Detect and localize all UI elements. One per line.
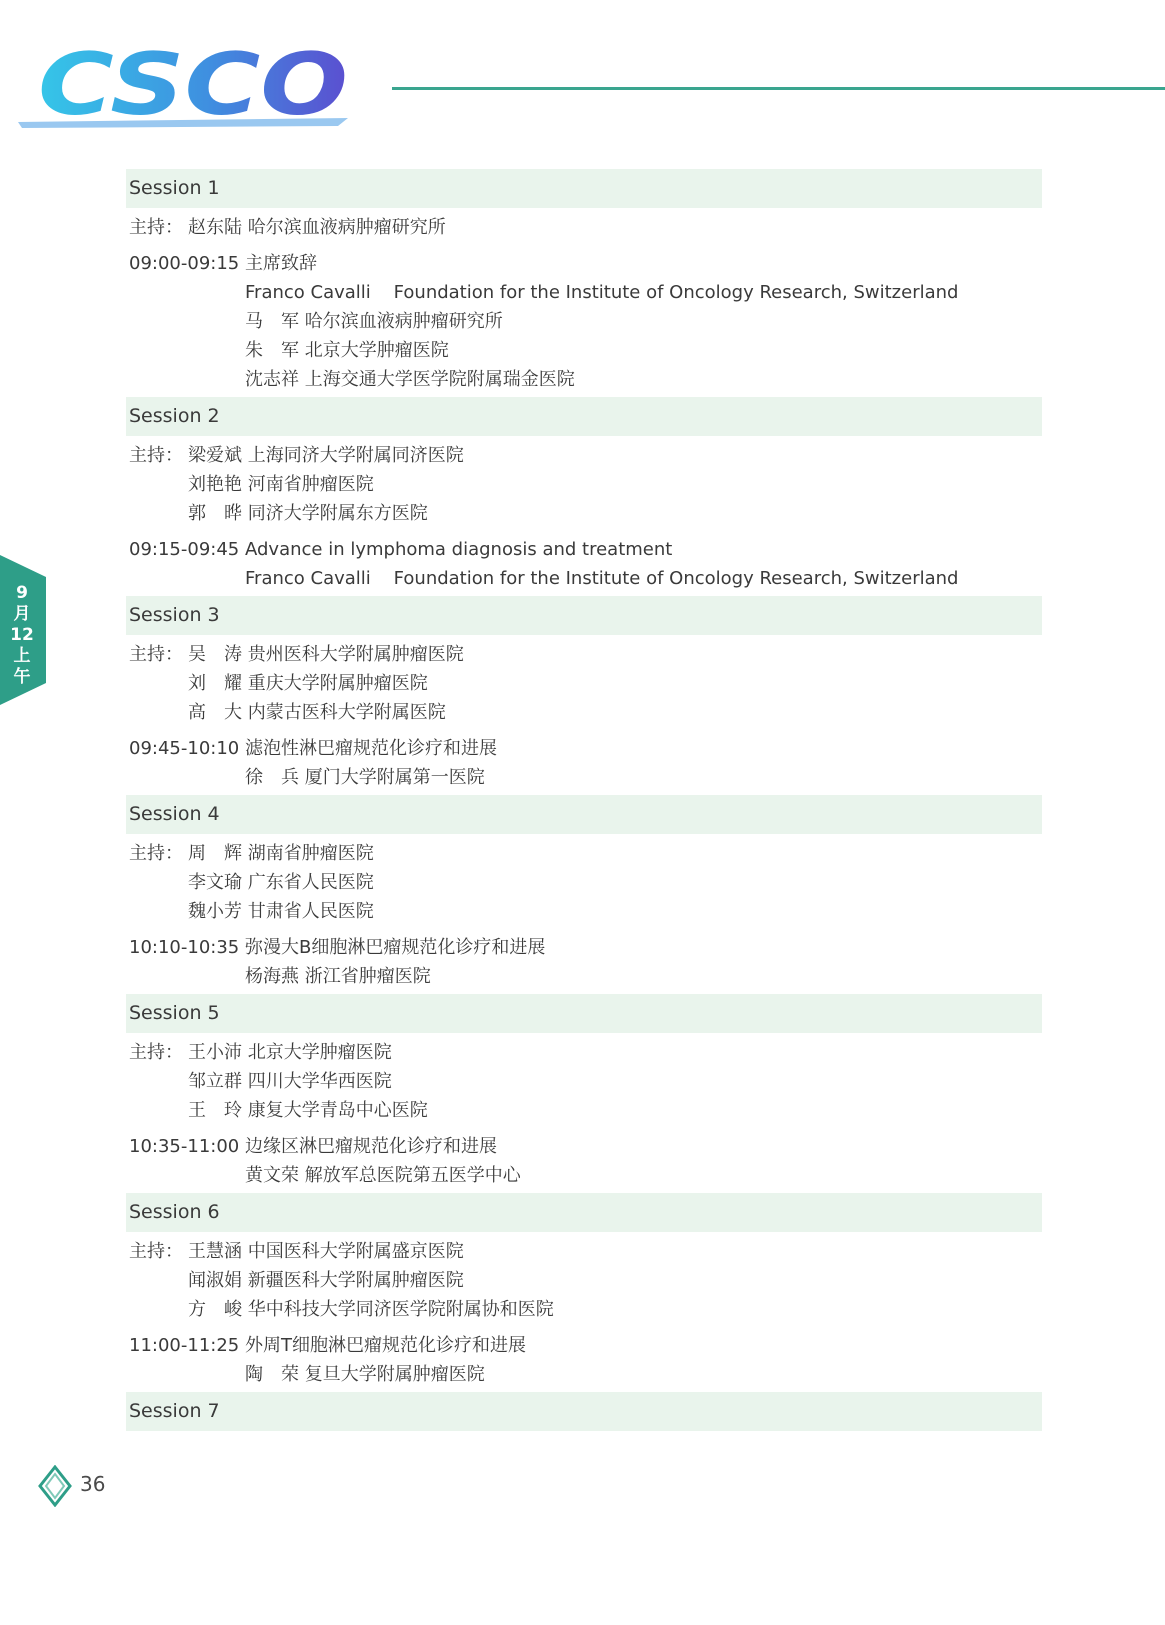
header-rule <box>392 87 1165 90</box>
chair-row <box>129 441 1042 470</box>
chair-label: 主持： <box>129 1241 183 1262</box>
talk-time: 10:35-11:00 <box>129 1136 240 1157</box>
date-line: 9 <box>16 583 28 603</box>
session-chairs <box>126 208 1042 245</box>
speaker: 沈志祥 上海交通大学医学院附属瑞金医院 <box>245 369 575 390</box>
chair-row <box>129 1067 1042 1096</box>
chair-row <box>129 897 1042 926</box>
chair-label: 主持： <box>129 445 183 466</box>
chair-name: 刘 耀 重庆大学附属肿瘤医院 <box>188 673 428 694</box>
svg-text:CSCO: CSCO <box>38 40 348 128</box>
session-chairs <box>126 635 1042 730</box>
chair-row <box>129 640 1042 669</box>
speaker: 徐 兵 厦门大学附属第一医院 <box>245 767 485 788</box>
chair-label-spacer <box>129 1266 188 1295</box>
talk-time: 09:00-09:15 <box>129 253 240 274</box>
chair-row <box>129 1096 1042 1125</box>
csco-logo <box>18 40 358 128</box>
chair-name: 方 峻 华中科技大学同济医学院附属协和医院 <box>188 1299 554 1320</box>
chair-label-spacer <box>129 1096 188 1125</box>
talk-title: Advance in lymphoma diagnosis and treatment <box>245 539 673 560</box>
session-talk <box>126 929 1042 994</box>
talk-title: 主席致辞 <box>245 253 317 274</box>
session-header: Session 1 <box>126 169 1042 208</box>
date-line: 午 <box>13 667 31 687</box>
chair-row <box>129 698 1042 727</box>
chair-name: 邹立群 四川大学华西医院 <box>188 1071 392 1092</box>
talk-time: 09:15-09:45 <box>129 539 240 560</box>
talk-title: 弥漫大B细胞淋巴瘤规范化诊疗和进展 <box>245 937 546 958</box>
chair-label: 主持： <box>129 843 183 864</box>
date-line: 上 <box>13 646 31 666</box>
chair-row <box>129 1038 1042 1067</box>
diamond-logo-icon <box>38 1465 72 1507</box>
speaker: 马 军 哈尔滨血液病肿瘤研究所 <box>245 311 503 332</box>
chair-name: 高 大 内蒙古医科大学附属医院 <box>188 702 446 723</box>
talk-title: 滤泡性淋巴瘤规范化诊疗和进展 <box>245 738 497 759</box>
chair-name: 王小沛 北京大学肿瘤医院 <box>188 1042 392 1063</box>
date-side-tab <box>0 555 46 705</box>
chair-row <box>129 839 1042 868</box>
session-header: Session 4 <box>126 795 1042 834</box>
session-talk <box>126 245 1042 397</box>
chair-label-spacer <box>129 470 188 499</box>
session-chairs <box>126 1033 1042 1128</box>
talk-time: 10:10-10:35 <box>129 937 240 958</box>
chair-name: 闻淑娟 新疆医科大学附属肿瘤医院 <box>188 1270 464 1291</box>
session-chairs <box>126 834 1042 929</box>
chair-name: 周 辉 湖南省肿瘤医院 <box>188 843 374 864</box>
chair-row <box>129 1237 1042 1266</box>
chair-name: 吴 涛 贵州医科大学附属肿瘤医院 <box>188 644 464 665</box>
session-header: Session 7 <box>126 1392 1042 1431</box>
talk-title: 外周T细胞淋巴瘤规范化诊疗和进展 <box>245 1335 526 1356</box>
session-chairs <box>126 436 1042 531</box>
chair-name: 王 玲 康复大学青岛中心医院 <box>188 1100 428 1121</box>
talk-row <box>129 249 1042 278</box>
session-header: Session 6 <box>126 1193 1042 1232</box>
chair-name: 魏小芳 甘肃省人民医院 <box>188 901 374 922</box>
session-header: Session 5 <box>126 994 1042 1033</box>
speaker: 朱 军 北京大学肿瘤医院 <box>245 340 449 361</box>
talk-row <box>129 1132 1042 1161</box>
talk-row <box>129 734 1042 763</box>
chair-row <box>129 1266 1042 1295</box>
chair-label-spacer <box>129 868 188 897</box>
chair-label-spacer <box>129 1295 188 1324</box>
chair-row <box>129 1295 1042 1324</box>
chair-label-spacer <box>129 499 188 528</box>
chair-name: 王慧涵 中国医科大学附属盛京医院 <box>188 1241 464 1262</box>
talk-row <box>129 535 1042 564</box>
chair-name: 赵东陆 哈尔滨血液病肿瘤研究所 <box>188 217 446 238</box>
talk-row <box>129 1331 1042 1360</box>
speaker: 陶 荣 复旦大学附属肿瘤医院 <box>245 1364 485 1385</box>
session-talk <box>126 730 1042 795</box>
speaker: Franco Cavalli Foundation for the Institute of Oncology Research, Switzerland <box>245 568 959 589</box>
chair-name: 李文瑜 广东省人民医院 <box>188 872 374 893</box>
chair-row <box>129 213 1042 242</box>
session-chairs <box>126 1232 1042 1327</box>
speaker: 杨海燕 浙江省肿瘤医院 <box>245 966 431 987</box>
chair-label-spacer <box>129 698 188 727</box>
chair-name: 郭 晔 同济大学附属东方医院 <box>188 503 428 524</box>
chair-row <box>129 499 1042 528</box>
session-talk <box>126 1128 1042 1193</box>
chair-row <box>129 470 1042 499</box>
date-line: 12 <box>10 625 34 645</box>
session-talk <box>126 531 1042 596</box>
chair-label: 主持： <box>129 217 183 238</box>
speaker: 黄文荣 解放军总医院第五医学中心 <box>245 1165 521 1186</box>
chair-label: 主持： <box>129 1042 183 1063</box>
session-schedule <box>126 169 1042 1431</box>
chair-label-spacer <box>129 1067 188 1096</box>
date-line: 月 <box>13 604 31 624</box>
speaker: Franco Cavalli Foundation for the Institute of Oncology Research, Switzerland <box>245 282 959 303</box>
chair-label: 主持： <box>129 644 183 665</box>
chair-name: 刘艳艳 河南省肿瘤医院 <box>188 474 374 495</box>
chair-row <box>129 669 1042 698</box>
talk-title: 边缘区淋巴瘤规范化诊疗和进展 <box>245 1136 497 1157</box>
session-talk <box>126 1327 1042 1392</box>
chair-label-spacer <box>129 669 188 698</box>
talk-row <box>129 933 1042 962</box>
chair-row <box>129 868 1042 897</box>
date-side-tab-text <box>8 583 36 688</box>
session-header: Session 3 <box>126 596 1042 635</box>
chair-label-spacer <box>129 897 188 926</box>
talk-time: 11:00-11:25 <box>129 1335 240 1356</box>
talk-time: 09:45-10:10 <box>129 738 240 759</box>
session-header: Session 2 <box>126 397 1042 436</box>
page-number: 36 <box>80 1472 106 1496</box>
chair-name: 梁爱斌 上海同济大学附属同济医院 <box>188 445 464 466</box>
